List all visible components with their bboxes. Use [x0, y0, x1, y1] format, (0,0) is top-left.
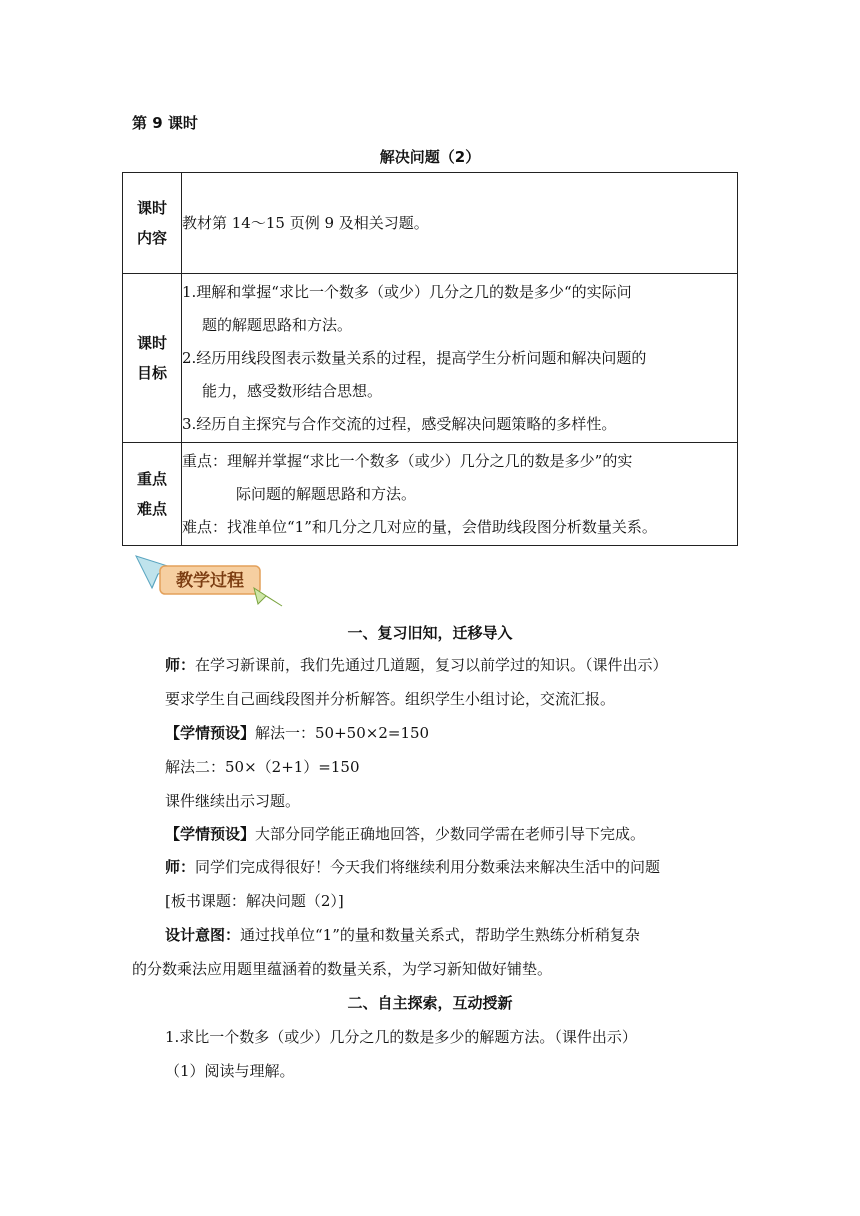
paragraph: 【学情预设】解法一：50+50×2=150	[165, 724, 430, 742]
content-cell: 教材第 14～15 页例 9 及相关习题。	[182, 173, 738, 274]
paragraph: [板书课题：解决问题（2）]	[165, 892, 344, 910]
goal-item: 2.经历用线段图表示数量关系的过程，提高学生分析问题和解决问题的 能力，感受数形结合思想。	[182, 348, 647, 400]
table-row-key-points	[123, 443, 738, 546]
goal-item: 3.经历自主探究与合作交流的过程，感受解决问题策略的多样性。	[182, 414, 617, 433]
goals-cell	[182, 274, 738, 443]
paragraph: 解法二：50×（2+1）=150	[165, 758, 360, 776]
section-title: 二、自主探索，互动授新	[347, 994, 513, 1012]
lesson-info-table	[122, 172, 738, 546]
label-goals: 课时 目标	[123, 274, 182, 443]
lesson-number: 第 9 课时	[132, 114, 198, 132]
banner-label: 教学过程	[176, 571, 244, 591]
paragraph: 师：同学们完成得很好！今天我们将继续利用分数乘法来解决生活中的问题	[165, 858, 661, 876]
label-key-points: 重点 难点	[123, 443, 182, 546]
paragraph: （1）阅读与理解。	[165, 1062, 295, 1080]
teaching-process-banner	[134, 554, 284, 610]
key-points-cell	[182, 443, 738, 546]
goal-item: 1.理解和掌握“求比一个数多（或少）几分之几的数是多少“的实际问 题的解题思路和方法。	[182, 282, 632, 334]
paragraph: 师：在学习新课前，我们先通过几道题，复习以前学过的知识。（课件出示）	[165, 656, 668, 674]
paragraph: 设计意图：通过找单位“1”的量和数量关系式，帮助学生熟练分析稍复杂	[165, 926, 640, 944]
paragraph: 【学情预设】大部分同学能正确地回答，少数同学需在老师引导下完成。	[165, 825, 646, 843]
section-title: 一、复习旧知，迁移导入	[347, 624, 513, 642]
paper-plane-icon	[254, 588, 282, 606]
paragraph: 要求学生自己画线段图并分析解答。组织学生小组讨论，交流汇报。	[165, 690, 616, 708]
label-content: 课时 内容	[123, 173, 182, 274]
table-row-goals	[123, 274, 738, 443]
key-point: 重点：理解并掌握“求比一个数多（或少）几分之几的数是多少”的实 际问题的解题思路和方法。	[182, 451, 633, 503]
paragraph: 1.求比一个数多（或少）几分之几的数是多少的解题方法。（课件出示）	[165, 1028, 637, 1046]
paragraph: 的分数乘法应用题里蕴涵着的数量关系，为学习新知做好铺垫。	[132, 960, 553, 978]
difficulty-point: 难点：找准单位“1”和几分之几对应的量，会借助线段图分析数量关系。	[182, 517, 657, 536]
table-row-content	[123, 173, 738, 274]
lesson-title: 解决问题（2）	[379, 148, 481, 166]
paragraph: 课件继续出示习题。	[165, 792, 301, 810]
